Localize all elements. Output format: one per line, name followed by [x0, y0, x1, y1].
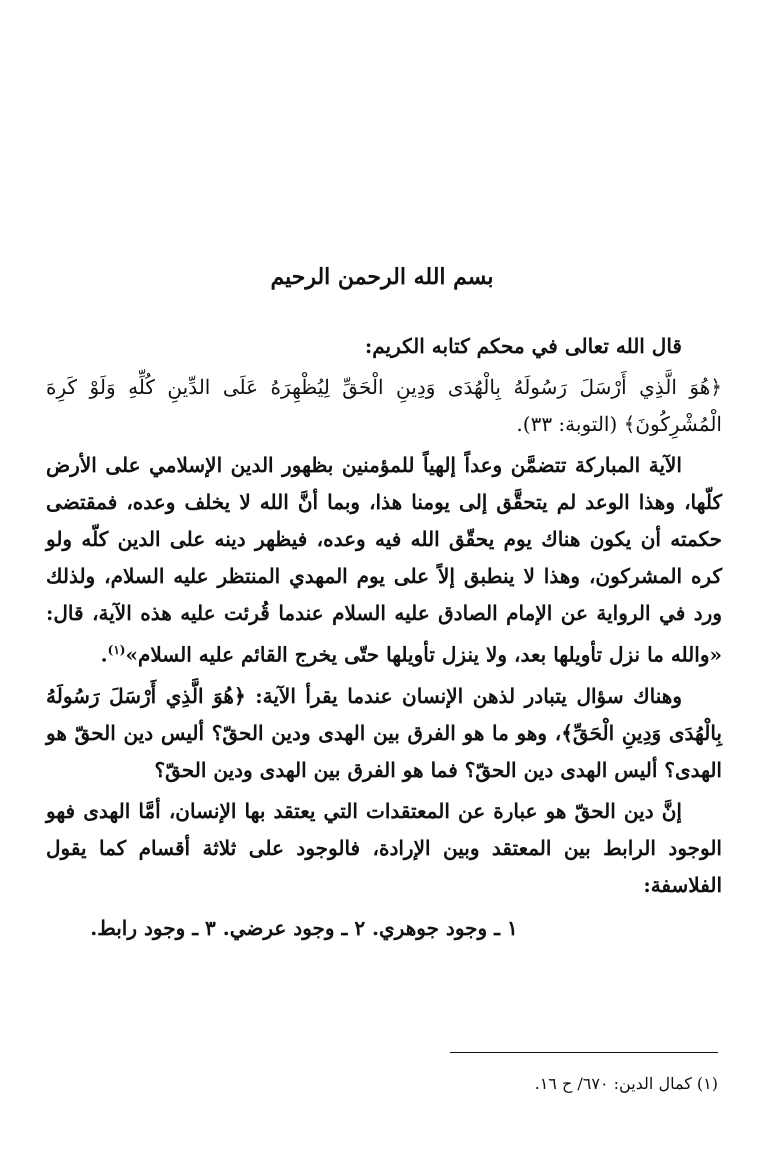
intro-line: قال الله تعالى في محكم كتابه الكريم: — [364, 334, 682, 358]
existence-types: ١ ـ وجود جوهري. ٢ ـ وجود عرضي. ٣ ـ وجود رابط. — [90, 915, 518, 940]
paragraph-question: وهناك سؤال يتبادر لذهن الإنسان عندما يقرأ الآية: ﴿هُوَ الَّذِي أَرْسَلَ رَسُولَهُ بِالْهُدَى وَدِينِ الْحَقِّ﴾، وهو ما هو الفرق بين الهدى ودين الحقّ؟ أليس دين الحقّ هو الهدى؟ أليس الهدى دين الحقّ؟ فما هو الفرق بين الهدى ودين الحقّ؟ — [46, 683, 722, 782]
imam-quote: قال: «والله ما نزل تأويلها بعد، ولا ينزل تأويلها حتّى يخرج القائم عليه السلام» — [46, 601, 722, 667]
paragraph-promise: الآية المباركة تتضمَّن وعداً إلهياً للمؤمنين بظهور الدين الإسلامي على الأرض كلّها، وهذا الوعد لم يتحقَّق إلى يومنا هذا، وبما أنَّ الله لا يخلف وعده، فمقتضى حكمته أن يكون هناك يوم يحقّق الله فيه وعده، فيظهر دينه على الدين كلّه ولو كره المشركون، وهذا لا ينطبق إلاً على يوم المهدي المنتظر عليه السلام، ولذلك ورد في الرواية عن الإمام الصادق عليه السلام عندما قُرئت عليه هذه الآية، قال: «والله ما نزل تأويلها بعد، ولا ينزل تأويلها حتّى يخرج القائم عليه السلام»$^{(١)}$. — [46, 453, 722, 667]
footnote-mark: (١) — [107, 643, 126, 657]
paragraph-answer: إنَّ دين الحقّ هو عبارة عن المعتقدات التي يعتقد بها الإنسان، أمَّا الهدى فهو الوجود الرابط بين المعتقد وبين الإرادة، فالوجود على ثلاثة أقسام كما يقول الفلاسفة: — [46, 798, 722, 897]
paragraph-promise-text: الآية المباركة تتضمَّن وعداً إلهياً للمؤمنين بظهور الدين الإسلامي على الأرض كلّها، وهذا الوعد لم يتحقَّق إلى يومنا هذا، وبما أنَّ الله لا يخلف وعده، فمقتضى حكمته أن يكون هناك يوم يحقّق الله فيه وعده، فيظهر دينه على الدين كلّه ولو كره المشركون، وهذا لا ينطبق إلاً على يوم المهدي المنتظر عليه السلام، ولذلك ورد في الرواية عن الإمام الصادق عليه السلام عندما قُرئت عليه هذه الآية، — [46, 453, 722, 625]
quran-verse: ﴿هُوَ الَّذِي أَرْسَلَ رَسُولَهُ بِالْهُدَى وَدِينِ الْحَقِّ لِيُظْهِرَهُ عَلَى الدِّينِ كُلِّهِ وَلَوْ كَرِهَ الْمُشْرِكُونَ﴾ (التوبة: ٣٣). — [46, 375, 722, 436]
footnote: (١) كمال الدين: ٦٧٠/ ح ١٦. — [534, 1074, 718, 1093]
basmala-heading: بسم الله الرحمن الرحيم — [270, 264, 494, 290]
footnote-separator — [450, 1052, 718, 1053]
main-text — [46, 328, 722, 951]
